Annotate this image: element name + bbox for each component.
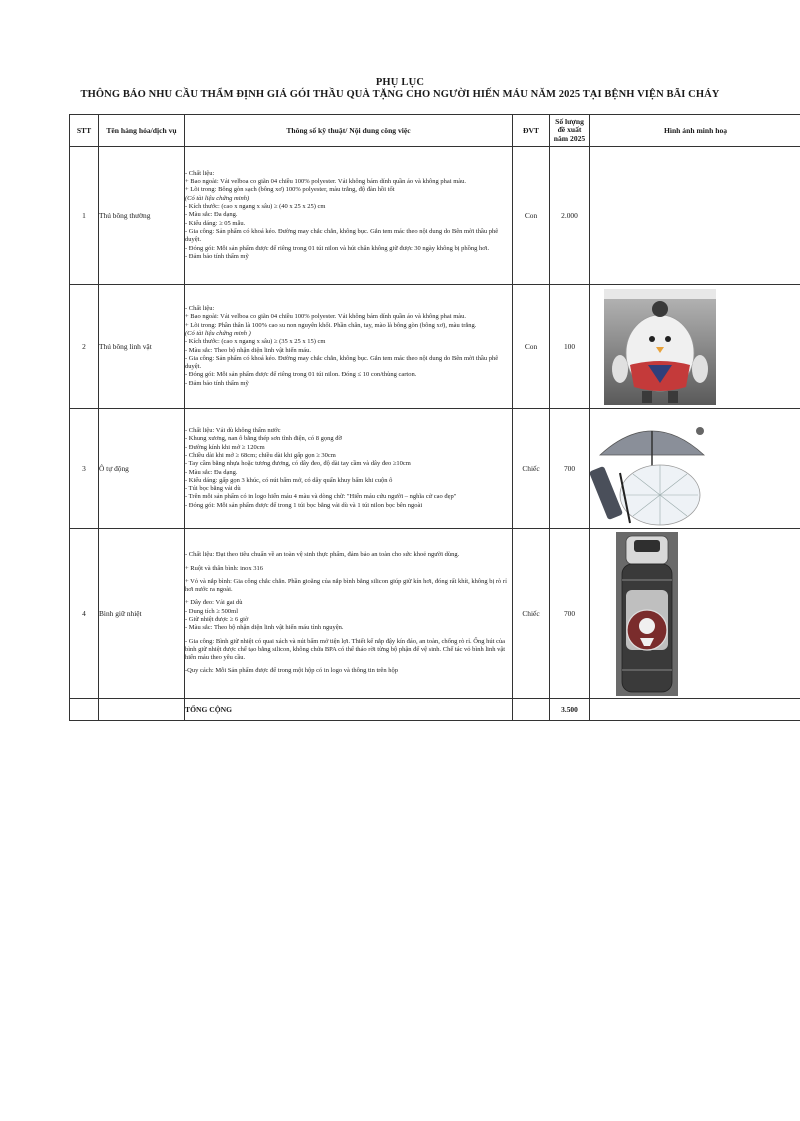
table-row	[70, 529, 800, 699]
row-4-name: Bình giữ nhiệt	[99, 529, 185, 699]
spec-line: - Đảm bảo tính thẩm mỹ	[185, 252, 249, 260]
spec-line: + Bao ngoài: Vải velboa co giãn 04 chiều 100% polyester. Vải không bám dính quần áo và không phai màu.	[185, 178, 467, 186]
appendix-title: PHỤ LỤC	[375, 77, 425, 88]
table-row	[70, 409, 800, 529]
row-4-stt: 4	[70, 529, 99, 699]
mascot-photo-icon	[590, 287, 800, 407]
row-3-name: Ô tự động	[99, 409, 185, 529]
spec-line: + Bao ngoài: Vải velboa co giãn 04 chiều 100% polyester. Vải không bám dính quần áo và không phai màu.	[185, 313, 467, 321]
total-image-cell	[590, 699, 800, 721]
total-unit-cell	[513, 699, 550, 721]
spec-line: - Đường kính khi mở ≥ 120cm	[185, 443, 265, 451]
spec-line: + Lõi trong: Phần thân là 100% cao su non nguyên khối. Phần chân, tay, mào là bông gòn (bông xơ), màu trắng.	[185, 321, 477, 329]
spec-line: - Kiểu dáng: ≥ 05 mẫu.	[185, 219, 246, 227]
spec-line: - Chất liệu: Đạt theo tiêu chuẩn về an toàn vệ sinh thực phẩm, đảm bảo an toàn cho sức khoẻ người dùng.	[185, 551, 460, 559]
total-name-cell	[99, 699, 185, 721]
umbrella-photo-icon	[590, 411, 800, 527]
total-stt-cell	[70, 699, 99, 721]
spec-line: - Kích thước: (cao x ngang x sâu) ≥ (35 x 25 x 15) cm	[185, 338, 326, 346]
header-qty-line2: đề xuất	[557, 125, 582, 135]
row-2-unit: Con	[513, 285, 550, 409]
spec-line: - Chiều dài khi mở ≥ 68cm; chiều dài khi gấp gọn ≥ 30cm	[185, 451, 336, 459]
row-2-stt: 2	[70, 285, 99, 409]
header-qty-line3: năm 2025	[553, 133, 586, 143]
row-4-unit: Chiếc	[513, 529, 550, 699]
spec-line: - Màu sắc: Theo bộ nhận diện linh vật hiến máu.	[185, 346, 312, 354]
spec-line: - Màu sắc: Theo bộ nhận diện linh vật hiến máu tình nguyện.	[185, 624, 344, 632]
row-1-image	[590, 147, 800, 285]
row-2-spec	[185, 285, 513, 409]
spec-line: - Gia công: Sản phẩm có khoá kéo. Đường may chắc chắn, không bục. Gắn tem mác theo nội dung do Bên mời thầu phê duyệt.	[185, 354, 499, 371]
thermos-photo-icon	[590, 530, 800, 698]
spec-line: - Kích thước: (cao x ngang x sâu) ≥ (40 x 25 x 25) cm	[185, 203, 326, 211]
spec-line: - Giữ nhiệt được ≥ 6 giờ	[185, 616, 249, 623]
notice-title: THÔNG BÁO NHU CẦU THẨM ĐỊNH GIÁ GÓI THẦU QUÀ TẶNG CHO NGƯỜI HIẾN MÁU NĂM 2025 TẠI BỆNH VIỆN BÃI CHÁY	[80, 89, 720, 100]
spec-line: (Có tài liệu chứng minh)	[185, 194, 250, 202]
table-row	[70, 285, 800, 409]
spec-line: - Gia công: Bình giữ nhiệt có quai xách và nút bấm mở tiện lợi. Thiết kế nắp đậy kín đáo, an toàn, chống rò rỉ. Ống hút của bình giữ nhiệt được chế tạo bằng silicon, không chứa BPA có thể tháo rời từng bộ phận để vệ sinh. Chế tác vỏ bình linh vật hiến máu theo yêu cầu.	[185, 637, 506, 662]
header-unit: ĐVT	[513, 115, 550, 147]
spec-line: - Tay cầm bằng nhựa hoặc tương đương, có dây đeo, độ dài tay cầm và dây đeo ≥10cm	[185, 460, 411, 468]
spec-line: + Dây đeo: Vải gai dù	[185, 599, 243, 607]
spec-line: - Đóng gói: Mỗi sản phẩm được để trong 1 túi bọc bằng vải dù và 1 túi nilon bọc bên ngoài	[185, 501, 423, 509]
header-spec: Thông số kỹ thuật/ Nội dung công việc	[185, 115, 513, 147]
spec-line: (Có tài liệu chứng minh )	[185, 329, 251, 337]
header-qty-line1: Số lượng	[555, 116, 584, 126]
spec-line: - Khung xương, nan ô bằng thép sơn tĩnh điện, có 8 gọng đỡ	[185, 435, 342, 443]
spec-line: + Vỏ và nắp bình: Gia công chắc chắn. Phần gioăng của nắp bình bằng silicon giúp giữ kín hơi, đóng rất khít, không bị rò rỉ hơi nước ra ngoài.	[185, 577, 507, 594]
spec-line: - Chất liệu: Vải dù không thấm nước	[185, 427, 281, 435]
spec-line: - Chất liệu:	[185, 305, 215, 313]
header-stt: STT	[70, 115, 99, 147]
table-header-row	[70, 115, 800, 147]
row-3-stt: 3	[70, 409, 99, 529]
spec-line: - Trên mỗi sản phẩm có in logo hiến máu 4 màu và dòng chữ: "Hiến máu cứu người – nghĩa cử cao đẹp"	[185, 493, 457, 501]
header-name: Tên hàng hóa/dịch vụ	[99, 115, 185, 147]
row-3-unit: Chiếc	[513, 409, 550, 529]
row-2-image	[590, 285, 800, 409]
spec-line: - Màu sắc: Đa dạng.	[185, 468, 238, 476]
total-qty: 3.500	[550, 699, 590, 721]
row-1-name: Thú bông thường	[99, 147, 185, 285]
procurement-table	[69, 114, 800, 721]
spec-line: - Dung tích ≥ 500ml	[185, 607, 239, 615]
spec-line: - Chất liệu:	[185, 169, 215, 177]
row-1-unit: Con	[513, 147, 550, 285]
total-row	[70, 699, 800, 721]
spec-line: - Túi bọc bằng vải dù	[185, 485, 241, 493]
header-qty	[550, 115, 590, 147]
spec-line: + Ruột và thân bình: inox 316	[185, 564, 264, 572]
spec-line: - Đóng gói: Mỗi sản phẩm được để riêng trong 01 túi nilon và hút chân không giữ được 30 ngày không bị phồng hơi.	[185, 244, 490, 252]
spec-line: + Lõi trong: Bông gòn sạch (bông xơ) 100% polyester, màu trắng, độ đàn hồi tốt	[185, 186, 395, 194]
row-1-stt: 1	[70, 147, 99, 285]
spec-line: - Kiểu dáng: gấp gọn 3 khúc, có nút bấm mở, có dây quấn khuy bấm khi cuộn ô	[185, 476, 393, 484]
header-image: Hình ảnh minh hoạ	[590, 115, 800, 147]
table-row	[70, 147, 800, 285]
row-1-qty: 2.000	[550, 147, 590, 285]
spec-line: - Đảm bảo tính thẩm mỹ	[185, 379, 249, 387]
row-3-image	[590, 409, 800, 529]
row-3-spec	[185, 409, 513, 529]
row-4-qty: 700	[550, 529, 590, 699]
row-4-spec	[185, 529, 513, 699]
row-4-image	[590, 529, 800, 699]
spec-line: - Gia công: Sản phẩm có khoá kéo. Đường may chắc chắn, không bục. Gắn tem mác theo nội dung do Bên mời thầu phê duyệt.	[185, 227, 499, 244]
row-2-name: Thú bông linh vật	[99, 285, 185, 409]
row-1-spec	[185, 147, 513, 285]
row-3-qty: 700	[550, 409, 590, 529]
spec-line: - Đóng gói: Mỗi sản phẩm được để riêng trong 01 túi nilon. Đóng ≤ 10 con/thùng carton.	[185, 371, 417, 379]
spec-line: - Màu sắc: Đa dạng.	[185, 211, 238, 219]
total-label: TỔNG CỘNG	[185, 699, 513, 721]
row-2-qty: 100	[550, 285, 590, 409]
spec-line: -Quy cách: Mỗi Sản phẩm được để trong một hộp có in logo và thông tin trên hộp	[185, 667, 398, 675]
